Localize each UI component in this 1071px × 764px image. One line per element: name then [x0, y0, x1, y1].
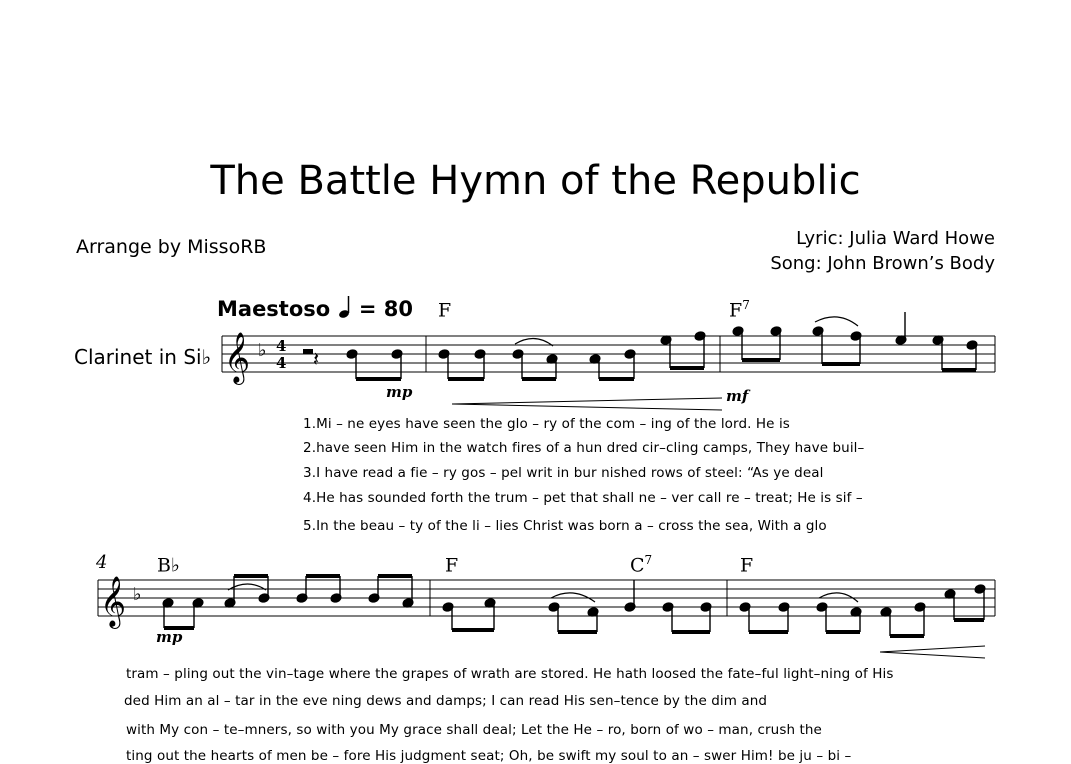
chord-symbol: F [445, 554, 459, 577]
lyricist-credit: Lyric: Julia Ward Howe [796, 228, 995, 249]
treble-clef-icon: 𝄞 [100, 576, 127, 627]
page-title: The Battle Hymn of the Republic [210, 158, 861, 204]
tempo-text: Maestoso [217, 297, 331, 321]
lyric-line-verse-3: with My con – te–mners, so with you My grace shall deal; Let the He – ro, born of wo – man, crush the [126, 722, 822, 738]
staff-1 [222, 336, 995, 372]
chord-symbol: F [438, 299, 452, 322]
lyric-line-verse-1: tram – pling out the vin–tage where the grapes of wrath are stored. He hath loosed the fate–ful light–ning of His [126, 666, 894, 682]
tempo-value: = 80 [358, 297, 413, 321]
flat-icon: ♭ [258, 340, 267, 361]
quarter-rest-icon: 𝄽 [313, 347, 320, 371]
slurs-system-2 [228, 584, 858, 602]
measure-number: 4 [96, 552, 108, 573]
slurs-system-1 [515, 317, 858, 346]
dynamic-marking: mp [386, 383, 413, 401]
dynamic-marking: mp [156, 628, 183, 646]
chord-symbol: B♭ [157, 554, 180, 577]
crescendo-hairpin [880, 646, 985, 658]
lyric-line-verse-3: 3.I have read a fie – ry gos – pel writ in bur nished rows of steel: “As ye deal [303, 465, 824, 481]
half-rest-icon [303, 349, 313, 354]
time-signature-icon: 4 [276, 337, 287, 355]
arranger-credit: Arrange by MissoRB [76, 236, 267, 258]
crescendo-hairpin [452, 398, 722, 410]
chord-symbol: $C^7$ [630, 553, 653, 577]
chord-symbol: F [740, 554, 754, 577]
svg-text:4: 4 [276, 354, 287, 372]
lyric-line-verse-2: 2.have seen Him in the watch fires of a hun dred cir–cling camps, They have buil– [303, 440, 865, 456]
lyric-line-verse-1: 1.Mi – ne eyes have seen the glo – ry of the com – ing of the lord. He is [303, 416, 790, 432]
chord-symbol: $F^7$ [729, 298, 750, 322]
lyric-line-verse-2: ded Him an al – tar in the eve ning dews and damps; I can read His sen–tence by the dim and [124, 693, 768, 709]
lyric-line-verse-5: 5.In the beau – ty of the li – lies Christ was born a – cross the sea, With a glo [303, 518, 827, 534]
flat-icon: ♭ [133, 584, 142, 605]
lyric-line-verse-4: 4.He has sounded forth the trum – pet that shall ne – ver call re – treat; He is sif – [303, 490, 863, 506]
composer-credit: Song: John Brown’s Body [770, 253, 995, 274]
lyric-line-verse-4: ting out the hearts of men be – fore His judgment seat; Oh, be swift my soul to an – swer Him! be ju – bi – [126, 748, 852, 764]
notes-system-2 [162, 576, 986, 636]
treble-clef-icon: 𝄞 [224, 332, 251, 383]
instrument-name: Clarinet in Si♭ [74, 345, 212, 369]
dynamic-marking: mf [726, 387, 749, 405]
